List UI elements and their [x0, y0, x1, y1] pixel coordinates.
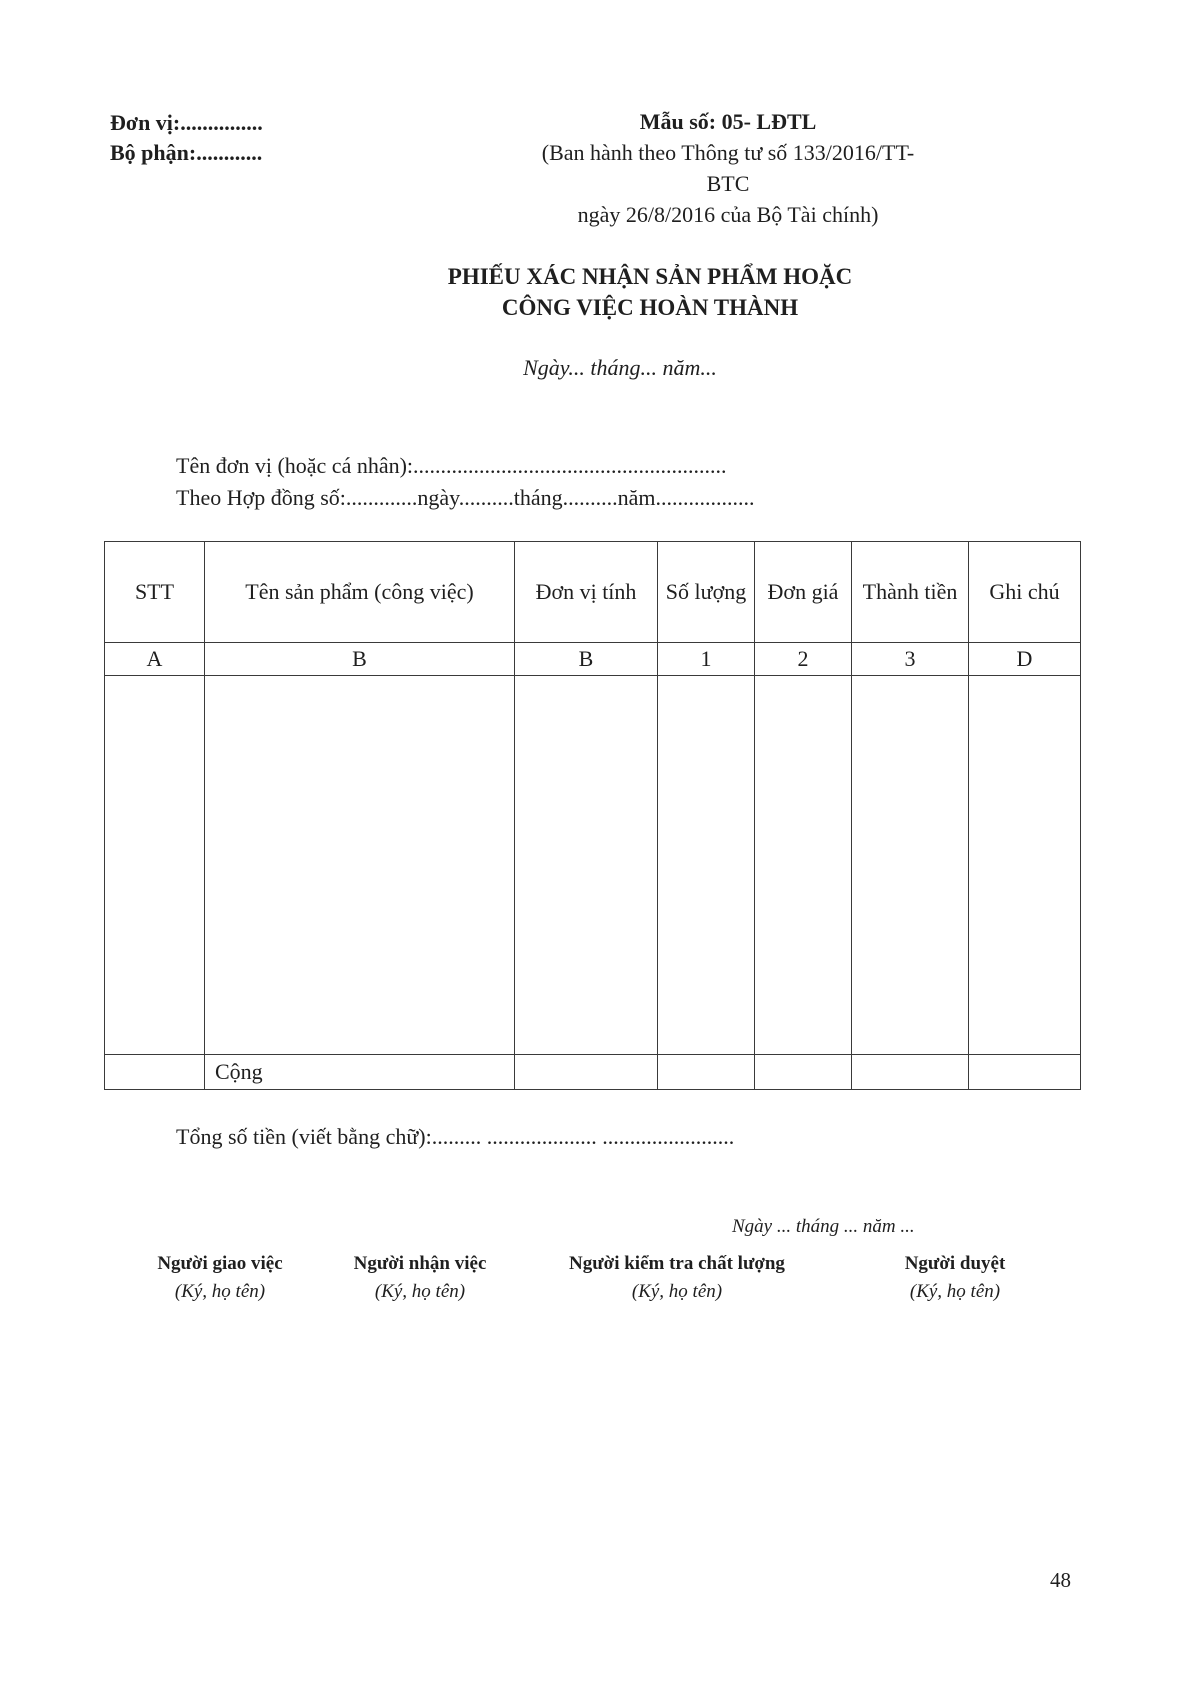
table-code-row [105, 643, 1081, 676]
document-date: Ngày... tháng... năm... [523, 355, 717, 380]
body-cell[interactable] [755, 676, 852, 1055]
contract-field: Theo Hợp đồng số:.............ngày..........tháng..........năm.................. [176, 485, 755, 510]
table-body-row [105, 676, 1081, 1055]
code-cell: D [969, 643, 1081, 676]
signature-role: Người kiểm tra chất lượng [569, 1253, 785, 1274]
body-cell[interactable] [205, 676, 515, 1055]
code-cell: B [515, 643, 658, 676]
unit-name-field: Tên đơn vị (hoặc cá nhân):......................................................... [176, 453, 727, 478]
code-cell: A [105, 643, 205, 676]
body-cell[interactable] [515, 676, 658, 1055]
header-cell-note: Ghi chú [969, 542, 1081, 643]
total-cell [658, 1055, 755, 1090]
signature-block-receiver [320, 1250, 520, 1306]
signature-date: Ngày ... tháng ... năm ... [732, 1216, 915, 1237]
total-cell [515, 1055, 658, 1090]
signature-block-approver [855, 1250, 1055, 1306]
department-label: Bộ phận:............ [110, 140, 263, 165]
unit-label: Đơn vị:............... [110, 110, 263, 135]
total-cell [755, 1055, 852, 1090]
info-fields [176, 450, 755, 514]
body-cell[interactable] [658, 676, 755, 1055]
body-cell[interactable] [852, 676, 969, 1055]
table-header-row [105, 542, 1081, 643]
code-cell: B [205, 643, 515, 676]
body-cell[interactable] [105, 676, 205, 1055]
header-cell-stt: STT [105, 542, 205, 643]
code-cell: 3 [852, 643, 969, 676]
signature-role: Người giao việc [157, 1253, 283, 1274]
total-in-words: Tổng số tiền (viết bằng chữ):......... .................... ........................ [176, 1124, 735, 1149]
code-cell: 2 [755, 643, 852, 676]
signature-note: (Ký, họ tên) [374, 1281, 466, 1302]
form-number: Mẫu số: 05- LĐTL [639, 109, 817, 134]
issued-line-3: ngày 26/8/2016 của Bộ Tài chính) [577, 202, 879, 227]
header-cell-product: Tên sản phẩm (công việc) [205, 542, 515, 643]
form-info [478, 106, 978, 230]
issued-line-1: (Ban hành theo Thông tư số 133/2016/TT- [541, 140, 915, 165]
signature-note: (Ký, họ tên) [631, 1281, 723, 1302]
product-table [104, 541, 1081, 1090]
total-label: Cộng [205, 1055, 515, 1090]
header-cell-quantity: Số lượng [658, 542, 755, 643]
title-line-2: CÔNG VIỆC HOÀN THÀNH [501, 295, 799, 320]
header-cell-price: Đơn giá [755, 542, 852, 643]
body-cell[interactable] [969, 676, 1081, 1055]
signature-role: Người nhận việc [353, 1253, 487, 1274]
signature-block-inspector [532, 1250, 822, 1306]
code-cell: 1 [658, 643, 755, 676]
issued-line-2: BTC [706, 171, 750, 196]
header-cell-amount: Thành tiền [852, 542, 969, 643]
document-title [260, 261, 1040, 323]
unit-block [110, 108, 263, 168]
signature-role: Người duyệt [904, 1253, 1006, 1274]
signature-note: (Ký, họ tên) [174, 1281, 266, 1302]
page-number: 48 [1050, 1568, 1071, 1592]
signature-block-assigner [120, 1250, 320, 1306]
header-cell-unit: Đơn vị tính [515, 542, 658, 643]
total-cell [969, 1055, 1081, 1090]
title-line-1: PHIẾU XÁC NHẬN SẢN PHẨM HOẶC [447, 264, 853, 289]
total-cell [105, 1055, 205, 1090]
table-total-row [105, 1055, 1081, 1090]
signature-note: (Ký, họ tên) [909, 1281, 1001, 1302]
total-cell [852, 1055, 969, 1090]
